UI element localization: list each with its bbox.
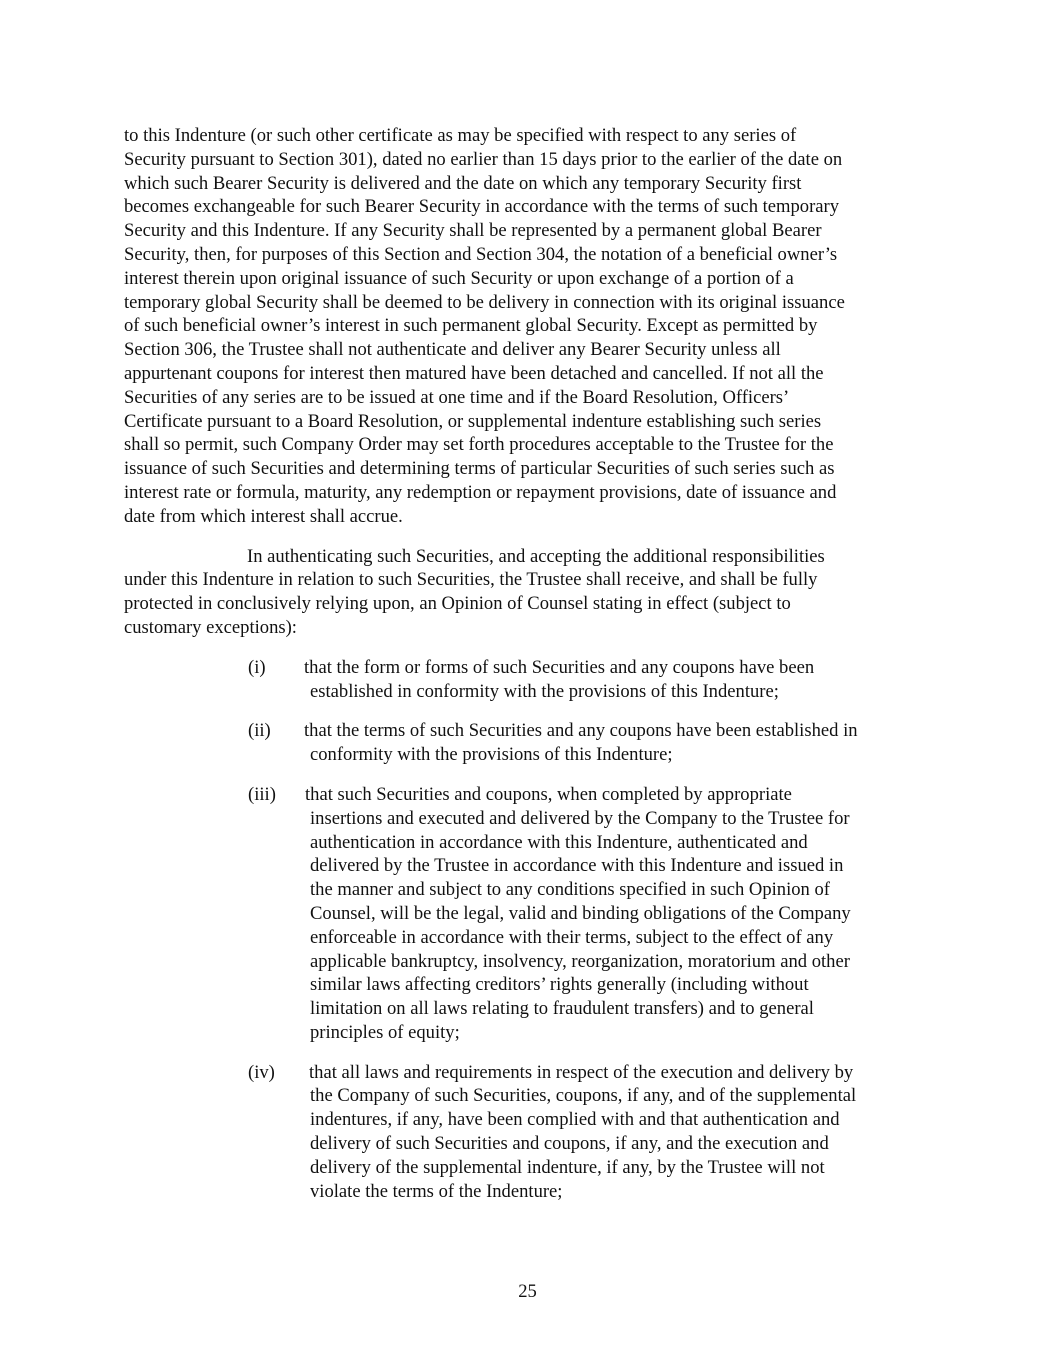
text-line: similar laws affecting creditors’ rights generally (including without: [310, 974, 809, 996]
list-item-number: (i): [248, 656, 266, 678]
text-line: the manner and subject to any conditions specified in such Opinion of: [310, 879, 830, 901]
text-line: interest therein upon original issuance of such Security or upon exchange of a portion of a: [124, 267, 794, 289]
text-line: shall so permit, such Company Order may set forth procedures acceptable to the Trustee for the: [124, 434, 834, 456]
text-line: interest rate or formula, maturity, any redemption or repayment provisions, date of issuance and: [124, 481, 837, 503]
text-line: that the terms of such Securities and any coupons have been established in: [304, 720, 858, 742]
text-line: conformity with the provisions of this Indenture;: [310, 744, 673, 766]
text-line: that such Securities and coupons, when completed by appropriate: [305, 783, 792, 805]
text-line: Security and this Indenture. If any Security shall be represented by a permanent global Bearer: [124, 220, 822, 242]
text-line: temporary global Security shall be deemed to be delivery in connection with its original issuance: [124, 291, 845, 313]
text-line: violate the terms of the Indenture;: [310, 1180, 563, 1202]
text-line: Section 306, the Trustee shall not authenticate and deliver any Bearer Security unless all: [124, 339, 781, 361]
text-line: In authenticating such Securities, and accepting the additional responsibilities: [247, 545, 825, 567]
text-line: issuance of such Securities and determining terms of particular Securities of such series such as: [124, 458, 835, 480]
page-number: 25: [518, 1281, 537, 1302]
text-line: to this Indenture (or such other certificate as may be specified with respect to any series of: [124, 125, 797, 146]
text-line: date from which interest shall accrue.: [124, 505, 403, 527]
text-line: Security, then, for purposes of this Section and Section 304, the notation of a beneficial owner’s: [124, 243, 838, 265]
text-line: established in conformity with the provisions of this Indenture;: [310, 680, 779, 702]
text-line: delivered by the Trustee in accordance with this Indenture and issued in: [310, 855, 844, 877]
text-line: indentures, if any, have been complied with and that authentication and: [310, 1109, 840, 1131]
text-line: delivery of such Securities and coupons, if any, and the execution and: [310, 1133, 829, 1155]
text-line: limitation on all laws relating to fraudulent transfers) and to general: [310, 998, 814, 1020]
text-line: insertions and executed and delivered by the Company to the Trustee for: [310, 807, 850, 829]
list-item-i: [248, 656, 932, 704]
text-line: that the form or forms of such Securities and any coupons have been: [304, 656, 815, 678]
document-page: [124, 124, 932, 1219]
text-line: Counsel, will be the legal, valid and binding obligations of the Company: [310, 902, 851, 924]
text-line: which such Bearer Security is delivered and the date on which any temporary Security first: [124, 172, 802, 194]
paragraph-authentication: [124, 545, 932, 640]
list-item-ii: [248, 719, 932, 767]
text-line: Securities of any series are to be issued at one time and if the Board Resolution, Officers’: [124, 386, 790, 408]
paragraph-continuation: [124, 124, 932, 529]
list-item-iii: [248, 783, 932, 1045]
text-line: Certificate pursuant to a Board Resolution, or supplemental indenture establishing such series: [124, 410, 822, 432]
text-line: becomes exchangeable for such Bearer Security in accordance with the terms of such temporary: [124, 196, 840, 218]
text-line: customary exceptions):: [124, 616, 297, 638]
text-line: the Company of such Securities, coupons, if any, and of the supplemental: [310, 1085, 857, 1107]
text-line: under this Indenture in relation to such Securities, the Trustee shall receive, and shall be fully: [124, 569, 818, 591]
text-line: applicable bankruptcy, insolvency, reorganization, moratorium and other: [310, 950, 850, 972]
list-item-number: (ii): [248, 720, 271, 742]
list-item-number: (iv): [248, 1061, 275, 1083]
text-line: authentication in accordance with this Indenture, authenticated and: [310, 831, 808, 853]
text-line: of such beneficial owner’s interest in such permanent global Security. Except as permitted by: [124, 315, 818, 337]
text-line: Security pursuant to Section 301), dated no earlier than 15 days prior to the earlier of the date on: [124, 148, 843, 170]
text-line: principles of equity;: [310, 1021, 460, 1043]
list-item-iv: [248, 1061, 932, 1204]
text-line: appurtenant coupons for interest then matured have been detached and cancelled. If not all the: [124, 362, 824, 384]
opinion-list: [124, 656, 932, 1204]
text-line: protected in conclusively relying upon, an Opinion of Counsel stating in effect (subject to: [124, 593, 791, 615]
text-line: that all laws and requirements in respect of the execution and delivery by: [309, 1061, 854, 1083]
text-line: enforceable in accordance with their terms, subject to the effect of any: [310, 926, 834, 948]
text-line: delivery of the supplemental indenture, if any, by the Trustee will not: [310, 1156, 825, 1178]
list-item-number: (iii): [248, 783, 276, 805]
